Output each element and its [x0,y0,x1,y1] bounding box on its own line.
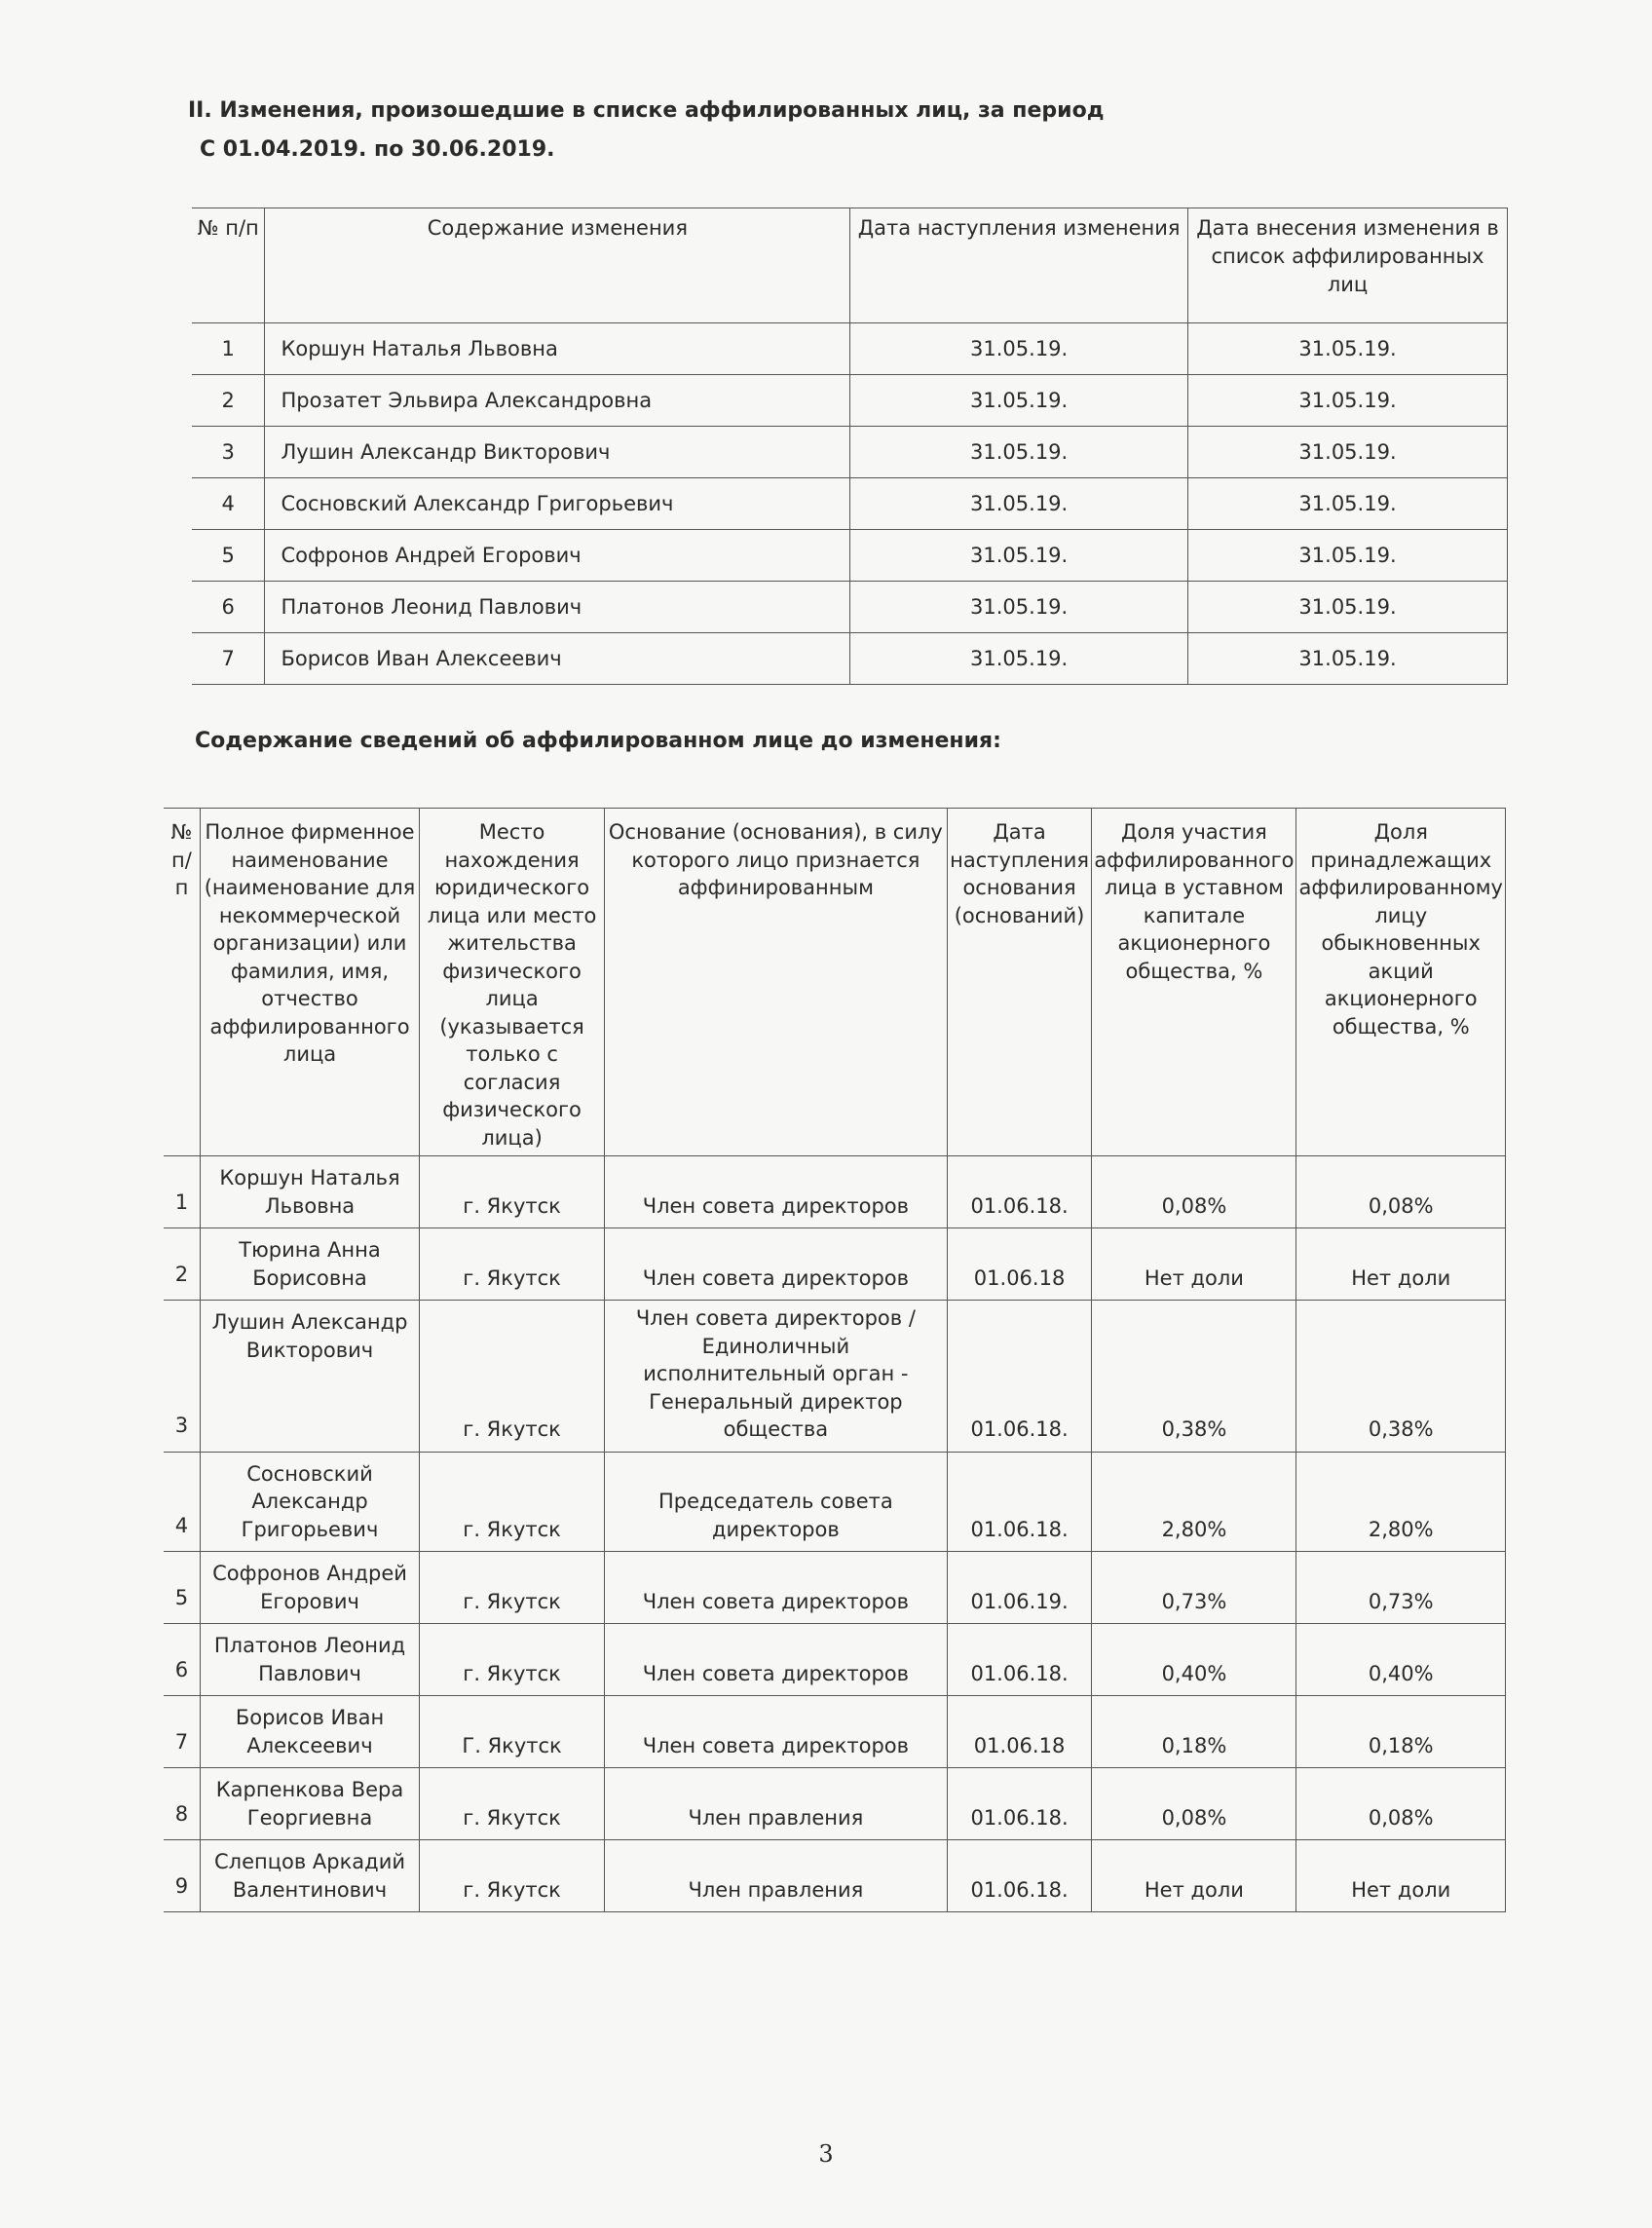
section-title [188,92,1104,170]
table-row [164,1552,1506,1624]
basis-date: 01.06.18. [947,1301,1092,1453]
row-number: 3 [192,427,265,478]
date-entered: 31.05.19. [1188,478,1508,530]
table-row [192,582,1508,633]
column-header: Основание (основания), в силу которого лицо признается аффинированным [605,809,948,1156]
share-capital: 0,08% [1092,1768,1296,1840]
share-stock: 2,80% [1296,1452,1506,1552]
table-row [192,478,1508,530]
date-occurred: 31.05.19. [850,633,1188,685]
share-capital: 0,18% [1092,1696,1296,1768]
date-entered: 31.05.19. [1188,633,1508,685]
column-header: № п/п [192,208,265,323]
column-header: Дата наступления изменения [850,208,1188,323]
row-number: 4 [192,478,265,530]
share-capital: Нет доли [1092,1228,1296,1301]
affiliate-name: Карпенкова Вера Георгиевна [200,1768,419,1840]
details-table [164,808,1506,1912]
basis-date: 01.06.18 [947,1228,1092,1301]
table-row [164,1228,1506,1301]
row-number: 2 [192,375,265,427]
basis: Член совета директоров [605,1696,948,1768]
date-entered: 31.05.19. [1188,323,1508,375]
change-content: Сосновский Александр Григорьевич [265,478,850,530]
location: г. Якутск [420,1228,605,1301]
date-occurred: 31.05.19. [850,530,1188,582]
share-capital: 0,40% [1092,1624,1296,1696]
column-header: Доля участия аффилированного лица в уставном капитале акционерного общества, % [1092,809,1296,1156]
row-number: 8 [164,1768,200,1840]
row-number: 3 [164,1301,200,1453]
column-header: Дата наступления основания (оснований) [947,809,1092,1156]
table-row [164,1840,1506,1912]
basis-date: 01.06.18. [947,1452,1092,1552]
affiliate-name: Софронов Андрей Егорович [200,1552,419,1624]
share-capital: 2,80% [1092,1452,1296,1552]
share-capital: 0,73% [1092,1552,1296,1624]
affiliate-name: Тюрина Анна Борисовна [200,1228,419,1301]
changes-table [192,208,1508,685]
section-title-period: С 01.04.2019. по 30.06.2019. [200,137,555,162]
row-number: 5 [164,1552,200,1624]
basis: Член совета директоров [605,1228,948,1301]
table-row [192,633,1508,685]
basis-date: 01.06.18. [947,1156,1092,1228]
table-row [164,1452,1506,1552]
share-stock: 0,18% [1296,1696,1506,1768]
share-capital: Нет доли [1092,1840,1296,1912]
row-number: 1 [192,323,265,375]
affiliate-name: Сосновский Александр Григорьевич [200,1452,419,1552]
date-occurred: 31.05.19. [850,323,1188,375]
basis-date: 01.06.18 [947,1696,1092,1768]
basis: Член совета директоров [605,1156,948,1228]
share-stock: Нет доли [1296,1228,1506,1301]
row-number: 6 [164,1624,200,1696]
location: г. Якутск [420,1840,605,1912]
share-stock: 0,40% [1296,1624,1506,1696]
location: г. Якутск [420,1624,605,1696]
table-row [164,1696,1506,1768]
row-number: 1 [164,1156,200,1228]
basis: Член совета директоров [605,1624,948,1696]
location: г. Якутск [420,1156,605,1228]
changes-table-header [192,208,1508,323]
basis-date: 01.06.18. [947,1768,1092,1840]
date-entered: 31.05.19. [1188,427,1508,478]
table-row [164,1301,1506,1453]
location: г. Якутск [420,1768,605,1840]
details-table-header [164,809,1506,1156]
basis: Член совета директоров [605,1552,948,1624]
affiliate-name: Коршун Наталья Львовна [200,1156,419,1228]
table-row [192,530,1508,582]
row-number: 7 [164,1696,200,1768]
row-number: 5 [192,530,265,582]
basis: Член совета директоров / Единоличный исполнительный орган - Генеральный директор общества [605,1301,948,1453]
share-stock: 0,08% [1296,1768,1506,1840]
basis-date: 01.06.18. [947,1624,1092,1696]
change-content: Лушин Александр Викторович [265,427,850,478]
date-entered: 31.05.19. [1188,530,1508,582]
row-number: 2 [164,1228,200,1301]
column-header: Доля принадлежащих аффилированному лицу обыкновенных акций акционерного общества, % [1296,809,1506,1156]
affiliate-name: Лушин Александр Викторович [200,1301,419,1453]
row-number: 9 [164,1840,200,1912]
column-header: Место нахождения юридического лица или место жительства физического лица (указывается только с согласия физического лица) [420,809,605,1156]
share-capital: 0,08% [1092,1156,1296,1228]
basis: Председатель совета директоров [605,1452,948,1552]
table-row [164,1768,1506,1840]
column-header: Содержание изменения [265,208,850,323]
section-title-line1: II. Изменения, произошедшие в списке аффилированных лиц, за период [188,98,1105,123]
table-row [192,323,1508,375]
date-occurred: 31.05.19. [850,582,1188,633]
table-row [164,1156,1506,1228]
location: г. Якутск [420,1301,605,1453]
affiliate-name: Борисов Иван Алексеевич [200,1696,419,1768]
row-number: 7 [192,633,265,685]
table-row [192,427,1508,478]
page-number: 3 [818,2140,834,2168]
change-content: Коршун Наталья Львовна [265,323,850,375]
share-capital: 0,38% [1092,1301,1296,1453]
change-content: Софронов Андрей Егорович [265,530,850,582]
change-content: Платонов Леонид Павлович [265,582,850,633]
date-occurred: 31.05.19. [850,427,1188,478]
share-stock: Нет доли [1296,1840,1506,1912]
details-subtitle: Содержание сведений об аффилированном лице до изменения: [195,729,1001,753]
column-header: Полное фирменное наименование (наименование для некоммерческой организации) или фамилия, имя, отчество аффилированного лица [200,809,419,1156]
table-row [164,1624,1506,1696]
change-content: Борисов Иван Алексеевич [265,633,850,685]
share-stock: 0,73% [1296,1552,1506,1624]
table-row [192,375,1508,427]
row-number: 6 [192,582,265,633]
date-entered: 31.05.19. [1188,582,1508,633]
column-header: № п/ п [164,809,200,1156]
column-header: Дата внесения изменения в список аффилированных лиц [1188,208,1508,323]
location: г. Якутск [420,1452,605,1552]
basis-date: 01.06.19. [947,1552,1092,1624]
basis: Член правления [605,1840,948,1912]
location: г. Якутск [420,1552,605,1624]
change-content: Прозатет Эльвира Александровна [265,375,850,427]
date-occurred: 31.05.19. [850,478,1188,530]
date-entered: 31.05.19. [1188,375,1508,427]
location: Г. Якутск [420,1696,605,1768]
basis-date: 01.06.18. [947,1840,1092,1912]
affiliate-name: Платонов Леонид Павлович [200,1624,419,1696]
share-stock: 0,08% [1296,1156,1506,1228]
share-stock: 0,38% [1296,1301,1506,1453]
date-occurred: 31.05.19. [850,375,1188,427]
row-number: 4 [164,1452,200,1552]
basis: Член правления [605,1768,948,1840]
affiliate-name: Слепцов Аркадий Валентинович [200,1840,419,1912]
